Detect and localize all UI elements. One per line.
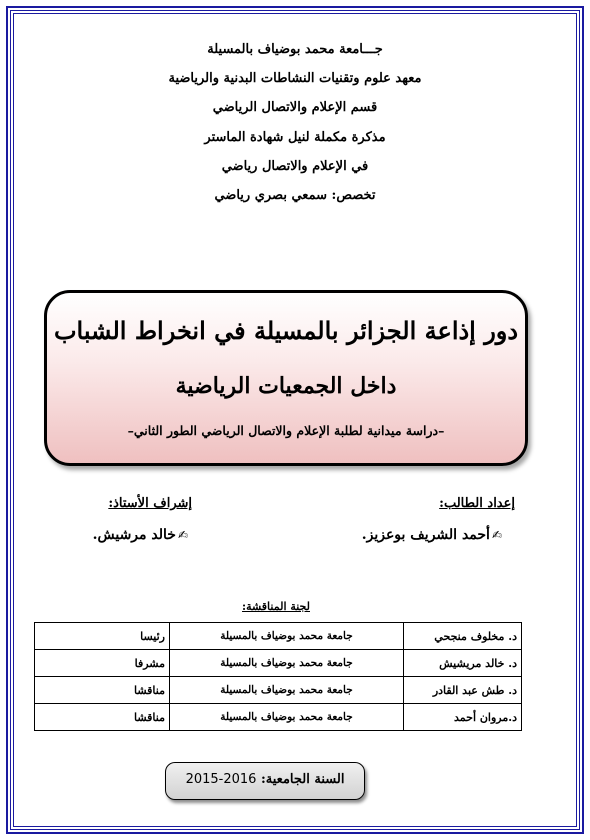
member-role: رئيسا	[35, 623, 170, 650]
table-row	[35, 677, 522, 704]
academic-year-box	[165, 762, 365, 800]
committee-table	[34, 622, 522, 731]
member-name: د. خالد مريشيش	[404, 650, 522, 677]
supervisor-label: إشراف الأستاذ:	[108, 496, 192, 511]
table-row	[35, 623, 522, 650]
member-role: مناقشا	[35, 704, 170, 731]
committee-label: لجنة المناقشة:	[242, 600, 310, 613]
pen-icon: ✍	[177, 528, 188, 542]
member-name: د.مروان أحمد	[404, 704, 522, 731]
thesis-subtitle: –دراسة ميدانية لطلبة الإعلام والاتصال الرياضي الطور الثاني–	[127, 423, 445, 438]
member-role: مناقشا	[35, 677, 170, 704]
member-institution: جامعة محمد بوضياف بالمسيلة	[170, 650, 404, 677]
field: في الإعلام والاتصال رياضي	[221, 158, 369, 174]
student-label: إعداد الطالب:	[439, 496, 515, 511]
member-name: د. مخلوف منجحي	[404, 623, 522, 650]
specialty: تخصص: سمعي بصري رياضي	[214, 187, 376, 203]
academic-year-label: السنة الجامعية:	[260, 772, 345, 787]
supervisor-name: خالد مرشيش.	[92, 527, 176, 543]
member-institution: جامعة محمد بوضياف بالمسيلة	[170, 677, 404, 704]
department-name: قسم الإعلام والاتصال الرياضي	[212, 100, 378, 116]
student-name: أحمد الشريف بوعزيز.	[361, 527, 490, 543]
thesis-title-line2: داخل الجمعيات الرياضية	[175, 373, 397, 399]
university-name: جـــامعة محمد بوضياف بالمسيلة	[207, 42, 383, 57]
member-institution: جامعة محمد بوضياف بالمسيلة	[170, 623, 404, 650]
member-name: د. طش عبد القادر	[404, 677, 522, 704]
member-institution: جامعة محمد بوضياف بالمسيلة	[170, 704, 404, 731]
thesis-title: دور إذاعة الجزائر بالمسيلة في انخراط الشباب	[53, 316, 519, 345]
member-role: مشرفا	[35, 650, 170, 677]
header	[40, 42, 550, 217]
academic-year-value: 2016-2015	[185, 772, 257, 787]
table-row	[35, 650, 522, 677]
title-box	[44, 290, 528, 466]
thesis-type: مذكرة مكملة لنيل شهادة الماستر	[204, 129, 386, 145]
table-row	[35, 704, 522, 731]
student-name-block	[362, 527, 502, 543]
pen-icon: ✍	[491, 528, 502, 542]
institute-name: معهد علوم وتقنيات النشاطات البدنية والرياضية	[168, 71, 422, 87]
supervisor-name-block	[93, 527, 188, 543]
